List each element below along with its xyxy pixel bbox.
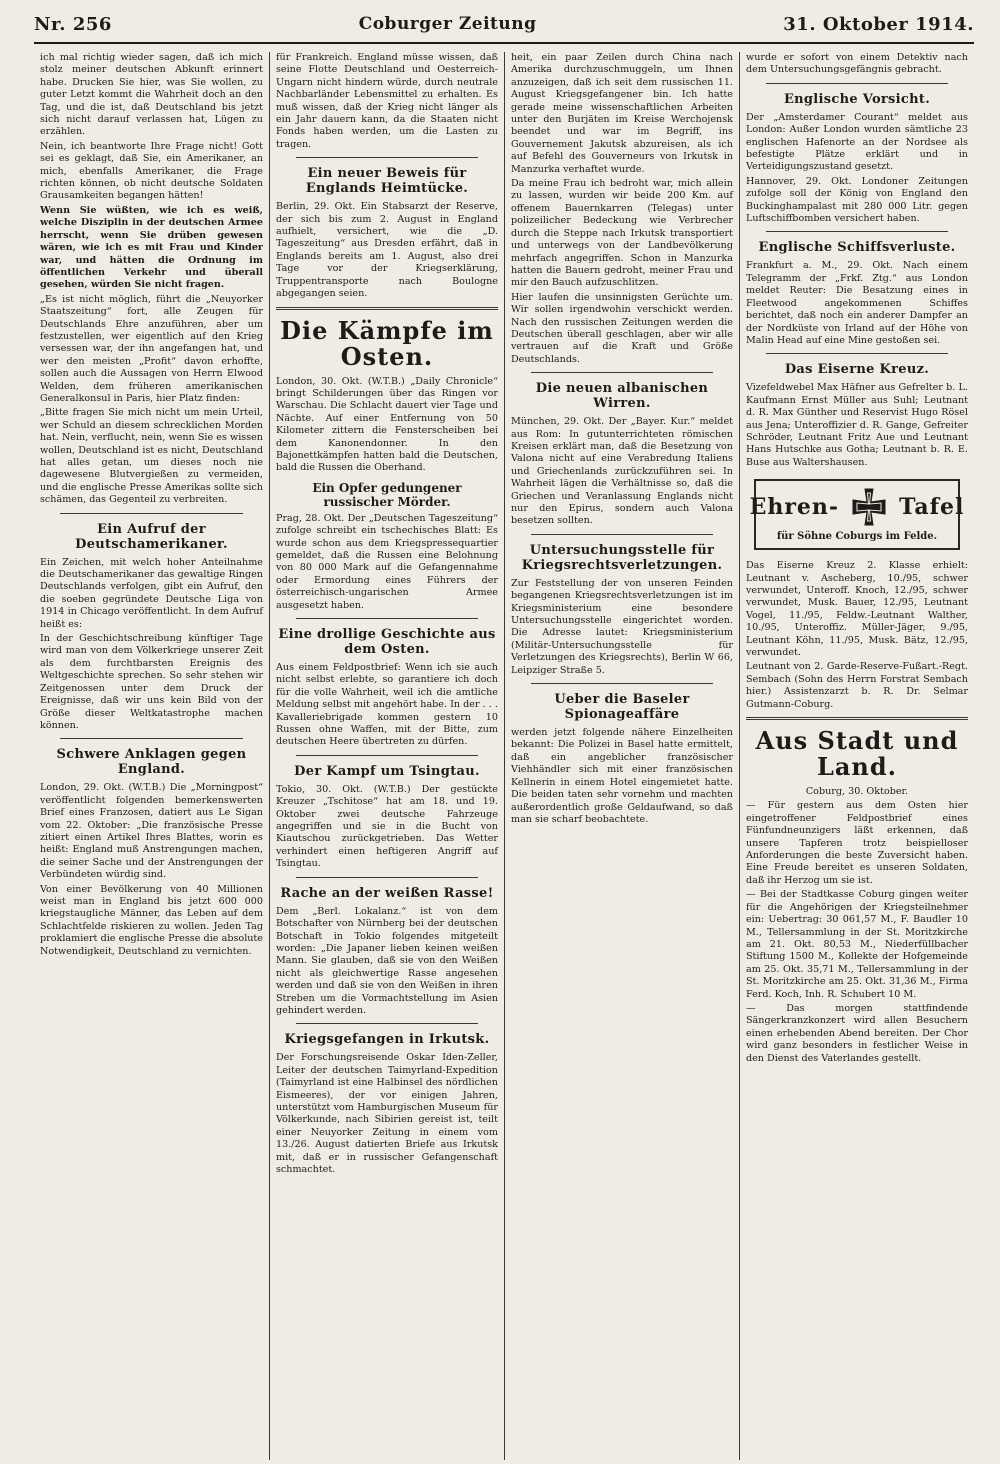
paragraph: Aus einem Feldpostbrief: Wenn ich sie auch nicht selbst erlebte, so garantiere ich doch für die volle Wahrheit, weil ich die amtliche Meldung selbst mit angehört habe. In der . . . Kavalleriebrigade kommen gestern 10 Russen ohne Waffen, mit der Bitte, zum deutschen Heere übertreten zu dürfen. [275, 662, 498, 748]
divider [60, 513, 243, 514]
divider [296, 1023, 478, 1024]
column-3 [504, 52, 739, 1460]
paragraph: für Frankreich. England müsse wissen, daß seine Flotte Deutschland und Oesterreich-Ungarn nicht hindern würde, durch neutrale Nachbarländer Lebensmittel zu erhalten. Es muß wissen, daß der Krieg nicht länger als ein Jahr dauern kann, da die Staaten nicht Fonds haben werden, um die Lasten zu tragen. [275, 52, 498, 150]
newspaper-page [0, 6, 1000, 1464]
divider [766, 83, 948, 84]
paragraph: — Für gestern aus dem Osten hier eingetroffener Feldpostbrief eines Fünfundneunzigers läßt erkennen, daß unsere Tapferen trotz beispielloser Anforderungen die beste Zuversicht haben. Eine Freude bereitet es unseren Soldaten, daß ihr Herzog um sie ist. [745, 800, 968, 886]
dateline: Coburg, 30. Oktober. [805, 786, 909, 798]
paragraph: Nein, ich beantworte Ihre Frage nicht! Gott sei es geklagt, daß Sie, ein Amerikaner, an mich, ebenfalls Amerikaner, die Frage richten können, ob nicht deutsche Soldaten Grausamkeiten begangen hätten! [40, 140, 263, 202]
divider [60, 738, 243, 739]
divider [296, 157, 478, 158]
paragraph: Hannover, 29. Okt. Londoner Zeitungen zufolge soll der König von England den Buckinghampalast mit 280 000 Litr. gegen Luftschiffbomben versichert haben. [745, 175, 968, 225]
column-1 [34, 52, 269, 1460]
honor-roll-box [749, 479, 965, 550]
divider [296, 755, 478, 756]
paragraph: Vizefeldwebel Max Häfner aus Gefrelter b. L. Kaufmann Ernst Müller aus Suhl; Leutnant d. R. Max Günther und Reservist Hugo Rösel aus Jena; Unteroffizier d. R. Gange, Gefreiter Schröder, Leutnant Fritz Aue und Leutnant Hans Hutschke aus Gotha; Leutnant b. R. E. Buse aus Waltershausen. [745, 382, 968, 468]
divider [531, 534, 713, 535]
headline: Ueber die Baseler Spionageaffäre [554, 692, 690, 723]
headline-large: Die Kämpfe im Osten. [280, 315, 494, 371]
paragraph: Von einer Bevölkerung von 40 Millionen weist man in England bis jetzt 600 000 kriegstaugliche Männer, das Leben auf dem Schlachtfelde riskieren zu wollen. Jeden Tag proklamiert die englische Presse die absolute Notwendigkeit, Deutschland zu vernichten. [40, 883, 263, 957]
paragraph: Prag, 28. Okt. Der „Deutschen Tageszeitung“ zufolge schreibt ein tschechisches Blatt: Es wurde schon aus dem Kriegspressequartier gemeldet, daß die Russen eine Belohnung von 80 000 Mark auf die Gefangennahme oder Ermordung eines Führers der österreichisch-ungarischen Armee ausgesetzt haben. [275, 512, 498, 611]
paragraph: Dem „Berl. Lokalanz.“ ist von dem Botschafter von Nürnberg bei der deutschen Botschaft in Tokio folgendes mitgeteilt worden: „Die Japaner lieben keinen weißen Mann. Sie glauben, daß sie von den Weißen nicht als gleichwertige Rasse angesehen werden und daß sie von den Weißen in ihren Streben um die Vormachtstellung im Asien gehindert werden. [275, 905, 498, 1016]
honor-roll-word-2: Tafel [899, 494, 965, 521]
paragraph: heit, ein paar Zeilen durch China nach Amerika durchzuschmuggeln, um Ihnen anzuzeigen, daß ich seit dem russischen 11. August Kriegsgefangener bin. Ich hatte gerade meine wissenschaftlichen Arbeiten unter den Burjäten im Kreise Werchojensk beendet und war im Begriff, ins Gouvernement Jakutsk abzureisen, als ich auf Befehl des Gouverneurs von Irkutsk in Manzurka verhaftet wurde. [510, 52, 733, 175]
divider [766, 353, 948, 354]
headline: Rache an der weißen Rasse! [280, 885, 494, 901]
headline: Das Eiserne Kreuz. [784, 362, 930, 378]
paragraph: Berlin, 29. Okt. Ein Stabsarzt der Reserve, der sich bis zum 2. August in England aufhielt, versichert, wie die „D. Tageszeitung“ aus Dresden erfährt, daß in Englands bereits am 1. August, also drei Tage vor der Kriegserklärung, Truppentransporte nach Boulogne abgegangen seien. [275, 201, 498, 300]
headline: Der Kampf um Tsingtau. [294, 763, 480, 779]
headline: Ein neuer Beweis für Englands Heimtücke. [305, 166, 469, 197]
paragraph: Der „Amsterdamer Courant“ meldet aus London: Außer London wurden sämtliche 23 englischen Hafenorte an der Nordsee als befestigte Plätze erklärt und in Verteidigungszustand gesetzt. [745, 111, 968, 173]
paragraph: werden jetzt folgende nähere Einzelheiten bekannt: Die Polizei in Basel hatte ermittelt, daß ein angeblicher französischer Viehhändler sich mit einer französischen Kellnerin in einem Hotel eingemietet hatte. Die beiden taten sehr vornehm und machten außerordentlich große Geldaufwand, so daß man sie scharf beobachtete. [510, 727, 733, 825]
paragraph: Das Eiserne Kreuz 2. Klasse erhielt: Leutnant v. Ascheberg, 10./95, schwer verwundet, Unteroff. Knoch, 12./95, schwer verwundet, Musk. Bauer, 12./95, Leutnant Vogel, 11./95, Feldw.-Leutnant Walther, 10./95, Unteroffiz. Müller-Jäger, 9./95, Leutnant Köhn, 11./95, Musk. Bätz, 12./95, verwundet. [745, 560, 968, 658]
masthead [34, 6, 974, 44]
issue-date: 31. Oktober 1914. [783, 13, 974, 35]
paragraph: Zur Feststellung der von unseren Feinden begangenen Kriegsrechtsverletzungen ist im Kriegsministerium eine besondere Untersuchungsstelle eingerichtet worden. Die Adresse lautet: Kriegsministerium (Militär-Untersuchungsstelle für Verletzungen des Kriegsrechts), Berlin W 66, Leipziger Straße 5. [510, 577, 733, 676]
paragraph: „Es ist nicht möglich, führt die „Neuyorker Staatszeitung“ fort, alle Zeugen für Deutschlands Ehre anzuführen, aber um festzustellen, wer eigentlich auf den Krieg versessen war, der ihn angefangen hat, und wer den meisten „Profit“ davon erhoffte, sollen auch die Aussagen von Herrn Elwood Welden, dem früheren amerikanischen Generalkonsul in Paris, hier Platz finden: [40, 293, 263, 404]
divider [531, 683, 713, 684]
paragraph: — Bei der Stadtkasse Coburg gingen weiter für die Angehörigen der Kriegsteilnehmer ein: Uebertrag: 30 061,57 M., F. Baudler 10 M., Tellersammlung in der St. Moritzkirche am 21. Okt. 80,53 M., Niederfüllbacher Stiftung 1500 M., Kollekte der Hofgemeinde am 25. Okt. 35,71 M., Tellersammlung in der St. Moritzkirche am 25. Okt. 31,36 M., Firma Ferd. Koch, Inh. R. Schubert 10 M. [745, 889, 968, 1000]
headline: Englische Schiffsverluste. [758, 240, 956, 256]
headline: Ein Aufruf der Deutschamerikaner. [75, 521, 228, 552]
newspaper-title: Coburger Zeitung [358, 14, 537, 34]
headline-large: Aus Stadt und Land. [755, 726, 959, 782]
double-divider [746, 717, 968, 720]
column-2 [269, 52, 504, 1460]
headline: Die neuen albanischen Wirren. [535, 381, 709, 412]
headline: Englische Vorsicht. [783, 91, 931, 107]
divider [531, 372, 713, 373]
headline: Schwere Anklagen gegen England. [56, 747, 247, 778]
headline: Eine drollige Geschichte aus dem Osten. [278, 627, 496, 657]
paragraph: „Bitte fragen Sie mich nicht um mein Urteil, wer Schuld an diesem schrecklichen Morden hat. Nein, verflucht, nein, wenn Sie es wissen wollen, Deutschland ist es nicht, Deutschland hat alles getan, um dieses noch nie dagewesene Blutvergießen zu vermeiden, und die englische Presse Amerikas sollte sich schämen, das Gegenteil zu verbreiten. [40, 407, 263, 506]
paragraph: wurde er sofort von einem Detektiv nach dem Untersuchungsgefängnis gebracht. [745, 52, 968, 76]
paragraph-bold: Wenn Sie wüßten, wie ich es weiß, welche Disziplin in der deutschen Armee herrscht, wenn Sie drüben gewesen wären, wie ich es mit Frau und Kinder war, und hätten die Ordnung im öffentlichen Verkehr und überall gesehen, würden Sie nicht fragen. [40, 204, 263, 291]
column-4 [739, 52, 974, 1460]
paragraph: Ein Zeichen, mit welch hoher Anteilnahme die Deutschamerikaner das gewaltige Ringen Deutschlands verfolgen, gibt ein Aufruf, den die soeben gegründete Deutsche Liga von 1914 in Chicago veröffentlicht. In dem Aufruf heißt es: [40, 556, 263, 630]
double-divider [276, 307, 498, 310]
divider [766, 231, 948, 232]
divider [296, 877, 478, 878]
paragraph: London, 29. Okt. (W.T.B.) Die „Morningpost“ veröffentlicht folgenden bemerkenswerten Brief eines Franzosen, datiert aus Le Sigan vom 22. Oktober: „Die französische Presse zitiert einen Artikel Ihres Blattes, worin es heißt: England muß Anstrengungen machen, die seiner Sache und der Anstrengungen der Verbündeten würdig sind. [40, 782, 263, 881]
honor-roll-subtitle: für Söhne Coburgs im Felde. [776, 531, 938, 543]
subheadline: Ein Opfer gedungener russischer Mörder. [312, 480, 462, 509]
honor-roll-header [750, 487, 965, 527]
headline: Untersuchungsstelle für Kriegsrechtsverletzungen. [521, 542, 723, 573]
paragraph: London, 30. Okt. (W.T.B.) „Daily Chronicle“ bringt Schilderungen über das Ringen vor Warschau. Die Schlacht dauert vier Tage und Nächte. Auf einer Entfernung von 50 Kilometer zittern die Fensterscheiben bei dem Kanonendonner. In den Bajonettkämpfen hatten bald die Deutschen, bald die Russen die Oberhand. [275, 375, 498, 474]
paragraph: Hier laufen die unsinnigsten Gerüchte um. Wir sollen irgendwohin verschickt werden. Nach den russischen Zeitungen werden die Deutschen überall geschlagen, aber wir alle vertrauen auf die Kraft und Größe Deutschlands. [510, 291, 733, 365]
paragraph: — Das morgen stattfindende Sängerkranzkonzert wird allen Besuchern einen erhebenden Abend bereiten. Der Chor wird ganz besonders in festlicher Weise in den Dienst des Vaterlandes gestellt. [745, 1002, 968, 1064]
divider [296, 618, 478, 619]
paragraph: Frankfurt a. M., 29. Okt. Nach einem Telegramm der „Frkf. Ztg.“ aus London meldet Reuter: Die Besatzung eines in Fleetwood angekommenen Schiffes berichtet, daß noch ein anderer Dampfer an der Nordküste von Irland auf der Höhe von Malin Head auf eine Mine gestoßen sei. [745, 260, 968, 346]
issue-number: Nr. 256 [34, 13, 112, 35]
iron-cross-icon [849, 487, 889, 527]
paragraph: Tokio, 30. Okt. (W.T.B.) Der gestückte Kreuzer „Tschitose“ hat am 18. und 19. Oktober zwei deutsche Fahrzeuge angegriffen und sie in die Bucht von Kiautschou zurückgetrieben. Das Wetter verhindert einen heftigeren Angriff auf Tsingtau. [275, 783, 498, 870]
columns [34, 52, 974, 1460]
headline: Kriegsgefangen in Irkutsk. [284, 1032, 490, 1048]
paragraph: München, 29. Okt. Der „Bayer. Kur.“ meldet aus Rom: In gutunterrichteten römischen Kreisen erklärt man, daß die Besetzung von Valona nicht auf eine Verabredung Italiens und Griechenlands zurückzuführen sei. In Wahrheit lägen die Verhältnisse so, daß die Griechen und Veranlassung Englands nicht nur den Epirus, sondern auch Valona besetzen sollten. [510, 416, 733, 527]
paragraph: In der Geschichtschreibung künftiger Tage wird man von dem Völkerkriege unserer Zeit als dem furchtbarsten Ereignis des Weltgeschichte sprechen. So sehr stehen wir Zeitgenossen unter dem Druck der Ereignisse, daß wir uns kein Bild von der Größe dieser Weltkatastrophe machen können. [40, 633, 263, 731]
paragraph: Da meine Frau ich bedroht war, mich allein zu lassen, wurden wir beide 200 Km. auf offenem Bauernkarren (Telegas) unter polizeilicher Bedeckung wie Verbrecher durch die Steppe nach Irkutsk transportiert und unterwegs von der Landbevölkerung mehrfach angegriffen. Schon in Manzurka hatten die Bauern gedroht, meiner Frau und mir den Bauch aufzuschlitzen. [510, 178, 733, 289]
honor-roll-word-1: Ehren- [749, 494, 840, 521]
paragraph: Der Forschungsreisende Oskar Iden-Zeller, Leiter der deutschen Taimyrland-Expedition (Taimyrland ist eine Halbinsel des nördlichen Eismeeres), der vor einigen Jahren, unterstützt vom Hamburgischen Museum für Völkerkunde, nach Sibirien gereist ist, teilt einer Neuyorker Zeitung in einem vom 13./26. August datierten Briefe aus Irkutsk mit, daß er in russischer Gefangenschaft schmachtet. [275, 1052, 498, 1175]
paragraph: ich mal richtig wieder sagen, daß ich mich stolz meiner deutschen Abkunft erinnert habe. Drucken Sie hier, was Sie wollen, zu guter Letzt kommt die Wahrheit doch an den Tag, und die ist, daß Deutschland bis jetzt sich nicht darauf verlassen hat, Lügen zu erzählen. [40, 52, 263, 138]
paragraph: Leutnant von 2. Garde-Reserve-Fußart.-Regt. Sembach (Sohn des Herrn Forstrat Sembach hier.) Assistenzarzt b. R. Dr. Selmar Gutmann-Coburg. [745, 661, 968, 710]
